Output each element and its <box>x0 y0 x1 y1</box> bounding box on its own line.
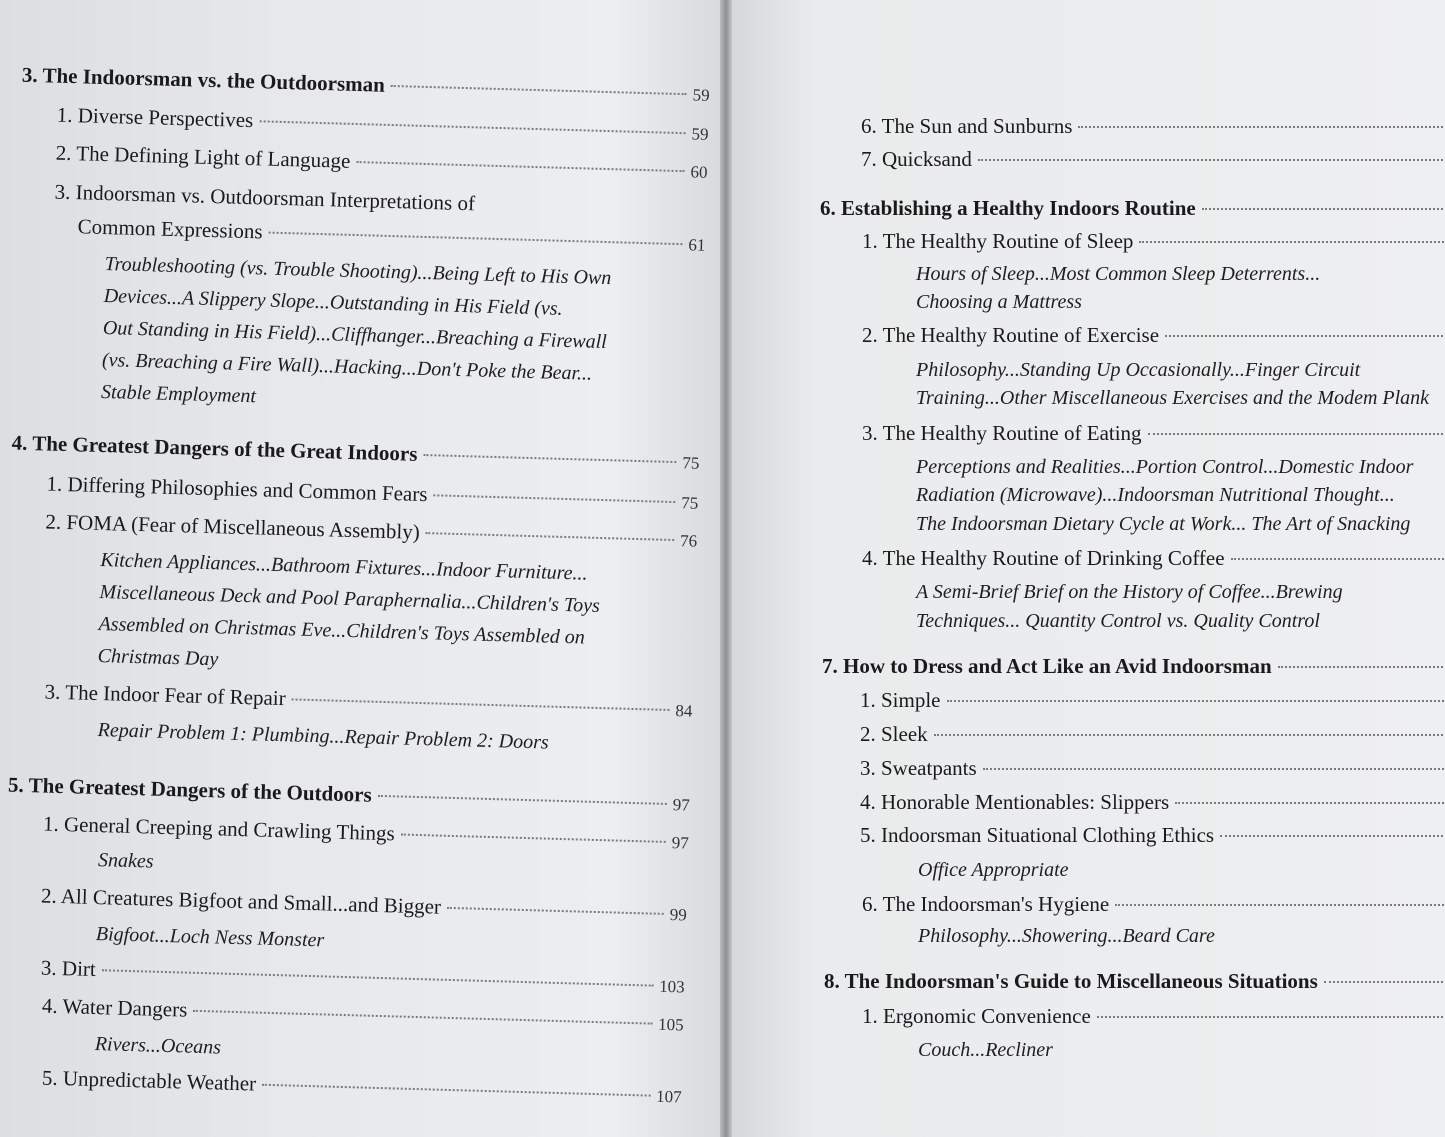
chapter-title: 6. Establishing a Healthy Indoors Routine <box>820 196 1196 220</box>
chapter-title: 3. The Indoorsman vs. the Outdoorsman <box>21 62 386 97</box>
leader-dots <box>447 907 664 915</box>
leader-dots <box>1324 981 1445 983</box>
topic-line: Hours of Sleep...Most Common Sleep Deterrents... <box>916 263 1321 285</box>
section-entry <box>861 114 1445 139</box>
leader-dots <box>356 161 684 172</box>
leader-dots <box>1220 835 1445 837</box>
section-title: 1. Differing Philosophies and Common Fears <box>46 471 428 507</box>
topic-line: Christmas Day <box>97 644 219 671</box>
section-title: 6. The Sun and Sunburns <box>861 114 1073 138</box>
topic-line: Perceptions and Realities...Portion Control...Domestic Indoor <box>916 456 1414 478</box>
topic-line: Philosophy...Standing Up Occasionally...Finger Circuit <box>916 359 1361 381</box>
page-number: 103 <box>658 976 685 997</box>
leader-dots <box>1165 335 1445 337</box>
page-number: 61 <box>688 235 706 255</box>
topic-line: Training...Other Miscellaneous Exercises and the Modem Plank <box>916 387 1430 409</box>
chapter-title: 5. The Greatest Dangers of the Outdoors <box>7 772 373 807</box>
section-title: 3. Dirt <box>40 955 97 982</box>
leader-dots <box>269 232 683 246</box>
section-title: 5. Unpredictable Weather <box>41 1065 257 1096</box>
chapter-8-entry <box>824 969 1445 994</box>
section-entry <box>862 546 1445 571</box>
section-title: 6. The Indoorsman's Hygiene <box>862 892 1110 916</box>
leader-dots <box>378 795 667 805</box>
chapter-6-entry <box>820 196 1445 221</box>
section-entry <box>41 956 685 999</box>
leader-dots <box>978 159 1445 161</box>
section-title: 2. FOMA (Fear of Miscellaneous Assembly) <box>45 509 421 544</box>
leader-dots <box>1078 126 1445 128</box>
chapter-title: 8. The Indoorsman's Guide to Miscellaneous Situations <box>824 969 1318 993</box>
page-number: 59 <box>691 124 709 144</box>
section-entry <box>77 214 705 257</box>
topic-line: Troubleshooting (vs. Trouble Shooting)...Being Left to His Own <box>104 253 612 290</box>
section-entry <box>42 1066 682 1109</box>
section-entry <box>56 103 708 146</box>
chapter-title: 7. How to Dress and Act Like an Avid Indoorsman <box>822 654 1272 678</box>
section-title: 7. Quicksand <box>861 147 972 171</box>
section-title: 2. The Healthy Routine of Exercise <box>862 323 1160 347</box>
leader-dots <box>433 494 675 503</box>
leader-dots <box>1139 241 1445 243</box>
topic-line: Stable Employment <box>100 380 257 408</box>
section-title: 3. Indoorsman vs. Outdoorsman Interpretations of <box>54 179 476 216</box>
topic-line: (vs. Breaching a Fire Wall)...Hacking...Don't Poke the Bear... <box>101 348 593 385</box>
section-entry <box>44 680 692 723</box>
leader-dots <box>1148 433 1445 435</box>
section-entry <box>862 229 1445 254</box>
leader-dots <box>292 698 670 711</box>
section-entry <box>860 823 1445 848</box>
page-number: 105 <box>657 1014 684 1035</box>
right-toc <box>732 0 1445 1137</box>
section-title-continued: Common Expressions <box>77 214 263 244</box>
section-title: 1. Ergonomic Convenience <box>862 1004 1091 1028</box>
page-number: 97 <box>671 833 689 853</box>
chapter-5-entry <box>8 773 690 817</box>
leader-dots <box>262 1084 650 1097</box>
page-number: 76 <box>679 531 698 551</box>
leader-dots <box>423 454 676 463</box>
book-gutter <box>720 0 732 1137</box>
topic-line: Philosophy...Showering...Beard Care <box>918 925 1215 947</box>
page-number: 99 <box>669 905 687 925</box>
section-title: 2. All Creatures Bigfoot and Small...and Bigger <box>40 883 442 919</box>
section-entry <box>43 812 689 855</box>
topic-line: Snakes <box>97 849 154 873</box>
section-entry <box>45 509 697 552</box>
topic-line: The Indoorsman Dietary Cycle at Work... The Art of Snacking <box>916 513 1411 535</box>
section-title: 4. Honorable Mentionables: Slippers <box>860 790 1170 814</box>
section-title: 1. Simple <box>860 688 941 712</box>
section-title: 3. The Indoor Fear of Repair <box>44 679 286 711</box>
topic-line: Out Standing in His Field)...Cliffhanger...Breaching a Firewall <box>102 317 608 354</box>
section-entry <box>41 883 687 926</box>
leader-dots <box>1231 558 1445 560</box>
page-number: 107 <box>655 1086 682 1107</box>
chapter-3-entry <box>22 63 710 107</box>
section-entry <box>862 323 1445 348</box>
section-title: 5. Indoorsman Situational Clothing Ethics <box>860 823 1215 847</box>
leader-dots <box>401 834 666 843</box>
left-toc <box>0 0 720 1137</box>
topic-line: Radiation (Microwave)...Indoorsman Nutritional Thought... <box>916 484 1395 506</box>
leader-dots <box>1202 208 1445 210</box>
left-page <box>0 0 720 1137</box>
leader-dots <box>934 734 1445 736</box>
chapter-4-entry <box>11 431 699 475</box>
leader-dots <box>983 768 1445 770</box>
topic-line: Techniques... Quantity Control vs. Quality Control <box>916 610 1320 632</box>
section-entry <box>55 141 707 184</box>
section-entry <box>862 421 1445 446</box>
right-page <box>732 0 1445 1137</box>
topic-line: Repair Problem 1: Plumbing...Repair Problem 2: Doors <box>97 719 550 754</box>
section-title: 1. Diverse Perspectives <box>56 102 254 133</box>
leader-dots <box>193 1010 652 1025</box>
leader-dots <box>1097 1016 1445 1018</box>
section-entry <box>860 756 1445 781</box>
section-entry <box>862 1004 1445 1029</box>
section-title: 1. The Healthy Routine of Sleep <box>862 229 1134 253</box>
section-entry <box>46 471 698 514</box>
page-number: 97 <box>672 795 691 815</box>
chapter-7-entry <box>822 654 1445 679</box>
chapter-title: 4. The Greatest Dangers of the Great Indoors <box>11 430 418 466</box>
page-number: 59 <box>692 85 710 105</box>
section-title: 4. Water Dangers <box>41 993 188 1022</box>
topic-line: Kitchen Appliances...Bathroom Fixtures...Indoor Furniture... <box>100 549 588 585</box>
section-entry <box>860 722 1445 747</box>
topic-line: Rivers...Oceans <box>94 1033 222 1059</box>
topic-line: Miscellaneous Deck and Pool Paraphernalia...Children's Toys <box>99 581 601 617</box>
page-number: 75 <box>682 453 700 473</box>
section-title: 1. General Creeping and Crawling Things <box>42 811 396 846</box>
section-entry <box>42 994 684 1037</box>
leader-dots <box>102 969 654 986</box>
leader-dots <box>1175 802 1445 804</box>
leader-dots <box>391 85 687 95</box>
topic-line: Assembled on Christmas Eve...Children's Toys Assembled on <box>98 613 586 649</box>
section-entry <box>860 790 1445 815</box>
topic-line: Bigfoot...Loch Ness Monster <box>95 923 325 952</box>
section-entry <box>860 688 1445 713</box>
leader-dots <box>947 700 1445 702</box>
section-title: 3. Sweatpants <box>860 756 977 780</box>
leader-dots <box>259 120 685 134</box>
leader-dots <box>1115 904 1445 906</box>
topic-line: Office Appropriate <box>918 859 1069 881</box>
page-number: 75 <box>680 493 699 513</box>
section-title: 4. The Healthy Routine of Drinking Coffee <box>862 546 1225 570</box>
section-title: 2. The Defining Light of Language <box>55 140 351 173</box>
leader-dots <box>426 532 674 541</box>
topic-line: Couch...Recliner <box>918 1039 1053 1061</box>
topic-line: A Semi-Brief Brief on the History of Coffee...Brewing <box>916 581 1343 603</box>
leader-dots <box>1278 666 1445 668</box>
section-entry <box>862 892 1445 917</box>
page-number: 60 <box>690 162 708 182</box>
section-title: 2. Sleek <box>860 722 928 746</box>
section-entry <box>861 147 1445 172</box>
page-number: 84 <box>675 701 693 721</box>
topic-line: Devices...A Slippery Slope...Outstanding in His Field (vs. <box>103 285 563 320</box>
section-title: 3. The Healthy Routine of Eating <box>862 421 1142 445</box>
topic-line: Choosing a Mattress <box>916 291 1082 313</box>
